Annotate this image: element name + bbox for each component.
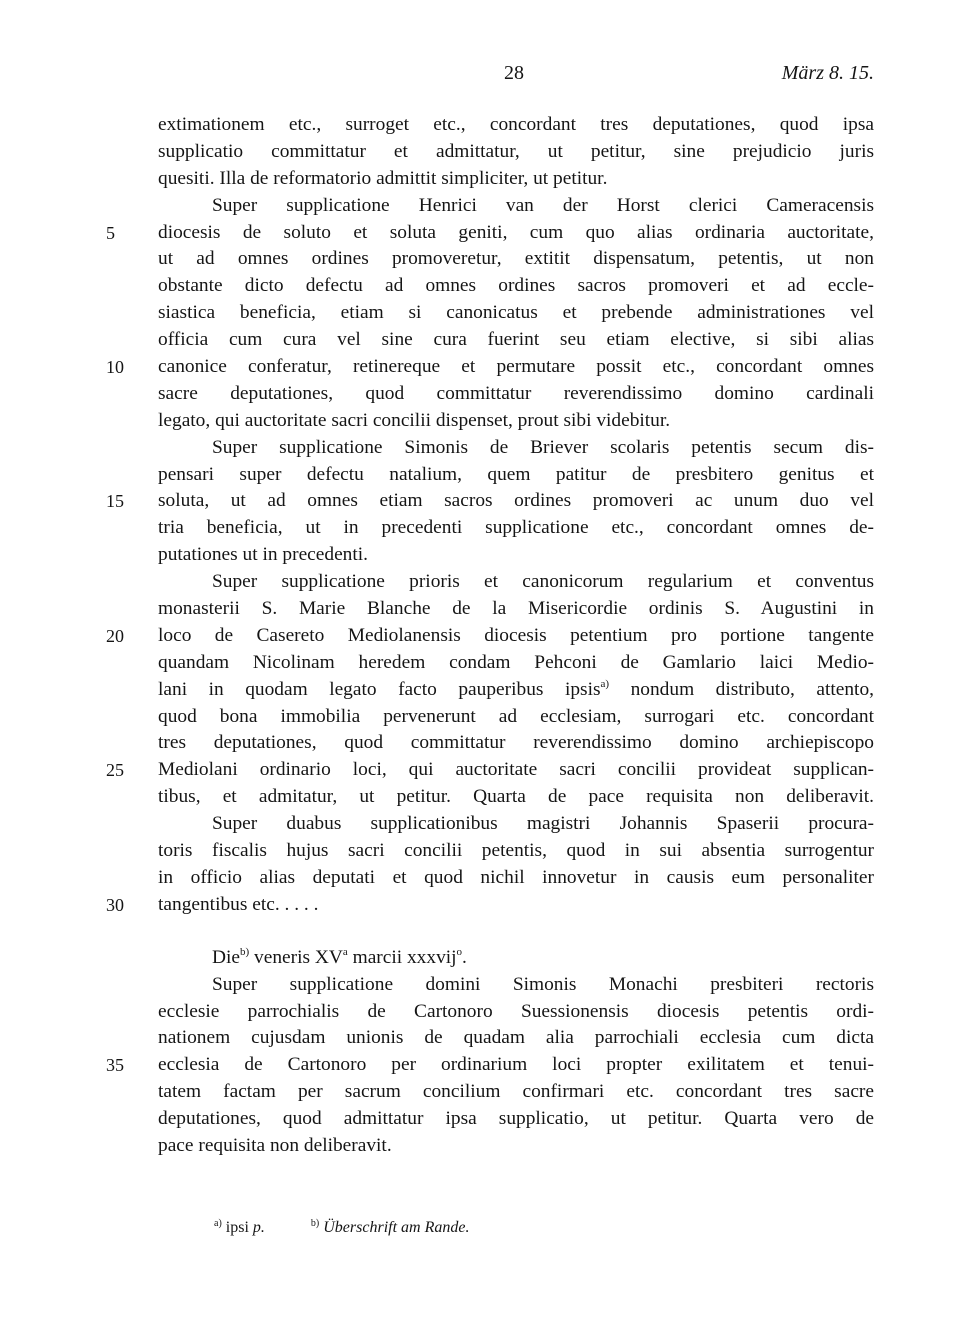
text-line: [106, 354, 874, 381]
text-line: [106, 892, 874, 919]
line-text-continued: nondum distributo, attento,: [609, 678, 874, 700]
text-line: [158, 408, 874, 435]
line-text: deputationes, quod admittatur ipsa supplicatio, ut petitur. Quarta vero de: [158, 1108, 874, 1130]
line-text: canonice conferatur, retinereque et permutare possit etc., concordant omnes: [158, 356, 874, 378]
text-line: [158, 596, 874, 623]
line-text: obstante dicto defectu ad omnes ordines sacros promoveri et ad eccle-: [158, 275, 874, 297]
line-number: 35: [106, 1055, 124, 1076]
text-line: [106, 623, 874, 650]
line-text: officia cum cura vel sine cura fuerint seu etiam elective, si sibi alias: [158, 329, 874, 351]
line-text: lani in quodam legato facto pauperibus ipsis: [158, 678, 601, 700]
text-line: [106, 488, 874, 515]
line-text: ecclesie parrochialis de Cartonoro Suessionensis diocesis petentis ordi-: [158, 1000, 874, 1022]
text-line: [158, 246, 874, 273]
paragraph-block-1: [106, 112, 874, 919]
text-line: [158, 1079, 874, 1106]
line-text: legato, qui auctoritate sacri concilii dispenset, prout sibi videbitur.: [158, 409, 671, 431]
line-text: monasterii S. Marie Blanche de la Misericordie ordinis S. Augustini in: [158, 598, 874, 620]
text-line: [158, 677, 874, 704]
line-text: siastica beneficia, etiam si canonicatus et prebende administrationes vel: [158, 302, 874, 324]
line-text: pace requisita non deliberavit.: [158, 1134, 392, 1156]
text-line: [158, 515, 874, 542]
text-line: [158, 650, 874, 677]
text-line: [106, 220, 874, 247]
text-line: [158, 112, 874, 139]
footnote-b: $^{b)}$ Überschrift am Rande.: [310, 1218, 470, 1236]
line-text: supplicatio committatur et admittatur, ut petitur, sine prejudicio juris: [158, 140, 874, 162]
text-line: [106, 757, 874, 784]
line-number: 5: [106, 222, 115, 243]
line-number: 30: [106, 894, 124, 915]
text-line: [158, 838, 874, 865]
line-text: putationes ut in precedenti.: [158, 544, 369, 566]
line-number: 15: [106, 491, 124, 512]
line-number: 10: [106, 357, 124, 378]
line-text: extimationem etc., surroget etc., concordant tres deputationes, quod ipsa: [158, 114, 874, 135]
page-header: [158, 62, 874, 92]
line-text: tibus, et admitatur, ut petitur. Quarta de pace requisita non deliberavit.: [158, 786, 874, 808]
line-text: tres deputationes, quod committatur reverendissimo domino archiepiscopo: [158, 732, 874, 754]
text-line: [158, 811, 874, 838]
text-line: [158, 193, 874, 220]
line-text: tatem factam per sacrum concilium confirmari etc. concordant tres sacre: [158, 1081, 874, 1103]
line-text: tria beneficia, ut in precedenti supplicatione etc., concordant omnes de-: [158, 517, 874, 539]
text-line: [158, 730, 874, 757]
line-text: quandam Nicolinam heredem condam Pehconi de Gamlario laici Medio-: [158, 651, 874, 673]
line-text: Super supplicatione prioris et canonicorum regularium et conventus: [212, 571, 874, 593]
text-line: [158, 1025, 874, 1052]
text-line: [106, 1052, 874, 1079]
page-number: 28: [504, 62, 524, 84]
line-number: 20: [106, 625, 124, 646]
line-text: sacre deputationes, quod committatur reverendissimo domino cardinali: [158, 382, 874, 404]
text-line: [158, 1133, 874, 1160]
line-text: Super duabus supplicationibus magistri Johannis Spaserii procura-: [212, 813, 874, 835]
line-text: ecclesia de Cartonoro per ordinarium loci propter exilitatem et tenui-: [158, 1054, 874, 1076]
text-line: [158, 300, 874, 327]
text-line: [158, 381, 874, 408]
line-text: Super supplicatione Henrici van der Horst clerici Cameracensis: [212, 194, 874, 216]
line-text: toris fiscalis hujus sacri concilii petentis, quod in sui absentia surrogentur: [158, 840, 874, 862]
text-line: [158, 542, 874, 569]
running-head: März 8. 15.: [781, 62, 874, 84]
line-text: quesiti. Illa de reformatorio admittit simpliciter, ut petitur.: [158, 167, 608, 189]
line-text: Mediolani ordinario loci, qui auctoritate sacri concilii provideat supplican-: [158, 759, 874, 781]
text-line: [158, 704, 874, 731]
text-line: [158, 1106, 874, 1133]
text-line: [158, 569, 874, 596]
text-line: [158, 784, 874, 811]
line-text: nationem cujusdam unionis de quadam alia parrochiali ecclesia cum dicta: [158, 1027, 874, 1049]
line-text: quod bona immobilia pervenerunt ad ecclesiam, surrogari etc. concordant: [158, 705, 874, 727]
text-line: [158, 972, 874, 999]
line-text: diocesis de soluto et soluta geniti, cum quo alias ordinaria auctoritate,: [158, 221, 874, 243]
body-text: [106, 112, 874, 1160]
line-text: Super supplicatione domini Simonis Monachi presbiteri rectoris: [212, 973, 874, 995]
line-text: soluta, ut ad omnes etiam sacros ordines promoveri ac unum duo vel: [158, 490, 874, 512]
date-heading: Die$^{b)}$ veneris $XV^a$ marcii xxxvij$^o$.: [212, 945, 467, 968]
line-text: tangentibus etc. . . . .: [158, 893, 319, 915]
text-line: [158, 999, 874, 1026]
text-line: [158, 327, 874, 354]
text-line: [158, 462, 874, 489]
line-text: loco de Casereto Mediolanensis diocesis petentium pro portione tangente: [158, 624, 874, 646]
text-line: [158, 435, 874, 462]
line-number: 25: [106, 760, 124, 781]
line-text: in officio alias deputati et quod nichil innovetur in causis eum personaliter: [158, 866, 874, 888]
text-line: [158, 166, 874, 193]
section-gap: [158, 919, 874, 945]
footnotes: [214, 1218, 511, 1237]
line-text: ut ad omnes ordines promoveretur, extitit dispensatum, petentis, ut non: [158, 248, 874, 270]
footnote-reference: a): [600, 677, 610, 690]
text-line: [158, 139, 874, 166]
line-text: pensari super defectu natalium, quem patitur de presbitero genitus et: [158, 463, 874, 485]
text-line: [158, 865, 874, 892]
text-line: [158, 273, 874, 300]
line-text: Super supplicatione Simonis de Briever scolaris petentis secum dis-: [212, 436, 874, 458]
paragraph-block-2: [106, 972, 874, 1160]
footnote-a: $^{a)}$ ipsi p.: [214, 1218, 265, 1236]
